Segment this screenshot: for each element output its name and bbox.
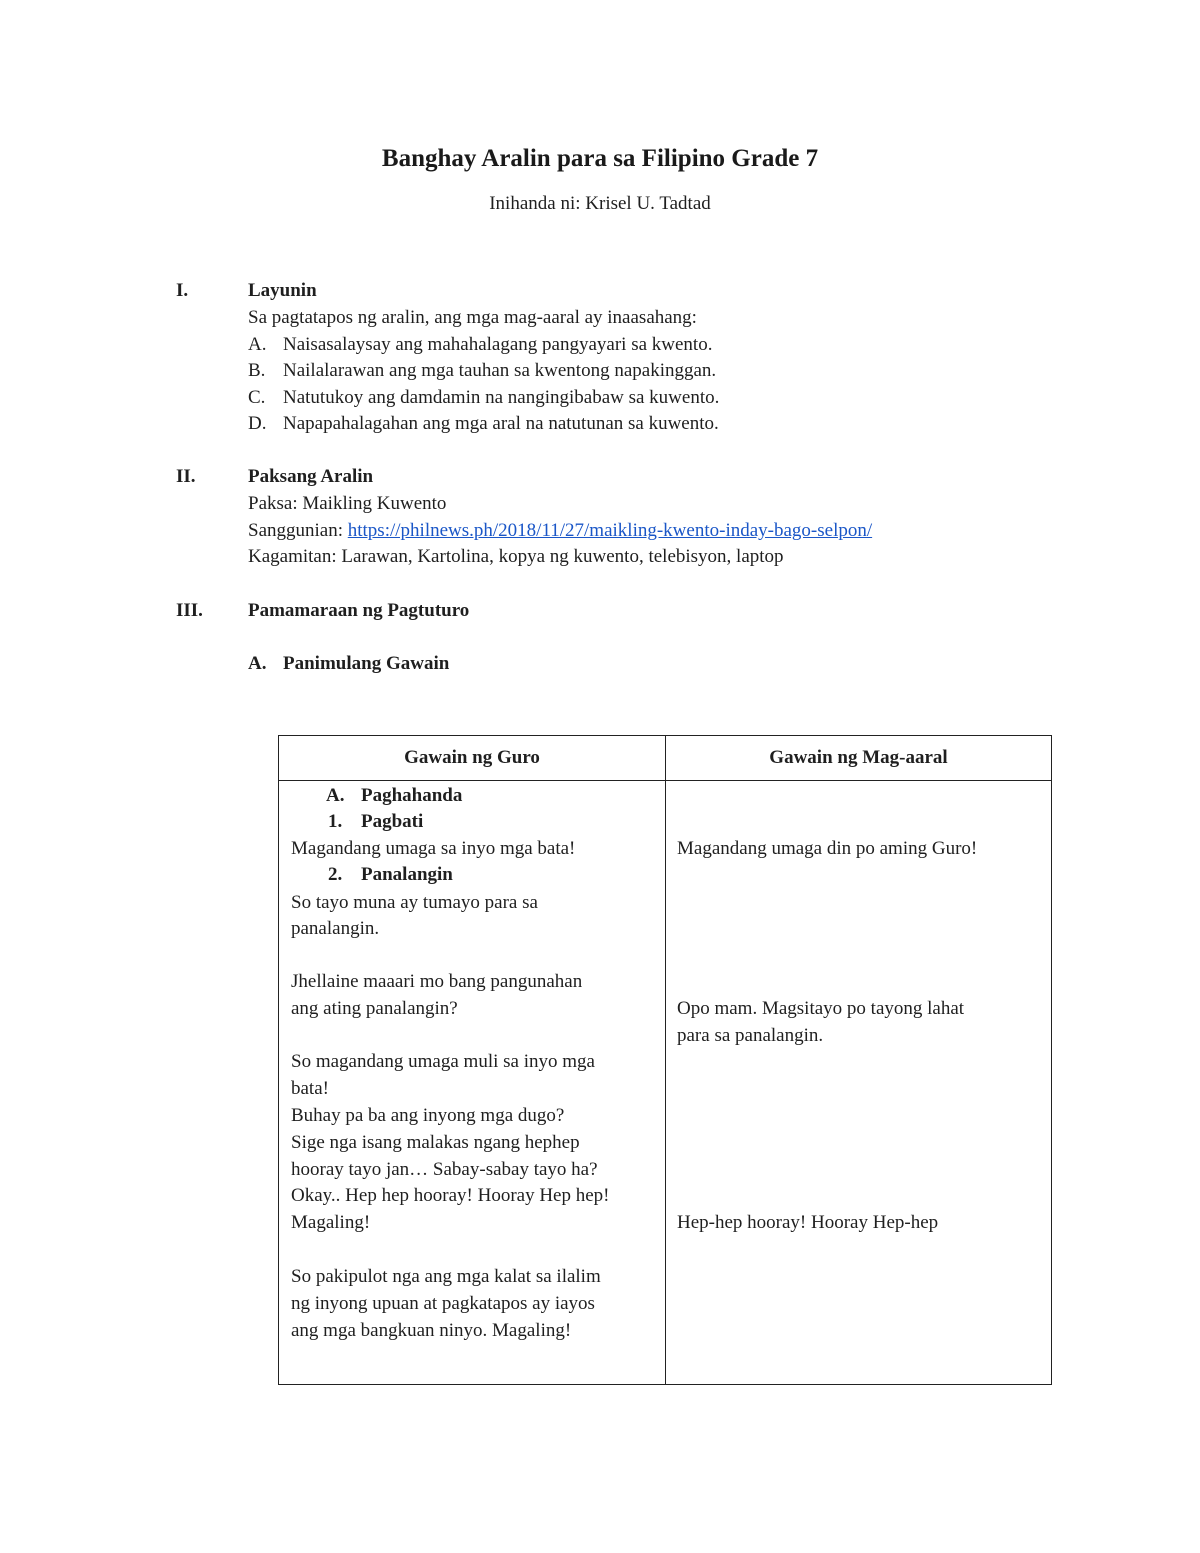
guro-line: Buhay pa ba ang inyong mga dugo?	[291, 1105, 565, 1126]
guro-line: So pakipulot nga ang mga kalat sa ilalim	[291, 1266, 601, 1287]
mag-aaral-line: Hep-hep hooray! Hooray Hep-hep	[677, 1212, 939, 1233]
pagbati-heading: Pagbati	[361, 811, 424, 832]
objective-item: Naisasalaysay ang mahahalagang pangyayari sa kwento.	[283, 334, 713, 355]
guro-line: Magaling!	[291, 1212, 371, 1233]
header-gawain-ng-mag-aaral: Gawain ng Mag-aaral	[666, 736, 1052, 781]
sanggunian-line	[248, 519, 872, 543]
objective-item: Natutukoy ang damdamin na nangingibabaw sa kuwento.	[283, 387, 720, 408]
section-heading-pamamaraan: Pamamaraan ng Pagtuturo	[248, 600, 470, 621]
sanggunian-link[interactable]: https://philnews.ph/2018/11/27/maikling-kwento-inday-bago-selpon/	[347, 520, 873, 541]
guro-line: Jhellaine maaari mo bang pangunahan	[291, 971, 583, 992]
section-numeral-2: II.	[176, 466, 196, 487]
table-row	[279, 781, 1052, 1385]
panalangin-heading: Panalangin	[361, 864, 453, 885]
document-title: Banghay Aralin para sa Filipino Grade 7	[381, 145, 819, 172]
guro-line: So magandang umaga muli sa inyo mga	[291, 1051, 595, 1072]
guro-line: Sige nga isang malakas ngang hephep	[291, 1132, 580, 1153]
mag-aaral-line: Magandang umaga din po aming Guro!	[677, 838, 978, 859]
objective-letter: C.	[248, 387, 266, 408]
paksa-line: Paksa: Maikling Kuwento	[248, 493, 447, 514]
panalangin-number: 2.	[328, 864, 343, 885]
paghahanda-heading: Paghahanda	[361, 785, 463, 806]
guro-line: ang ating panalangin?	[291, 998, 458, 1019]
paghahanda-letter: A.	[326, 785, 345, 806]
objective-item: Napapahalagahan ang mga aral na natutunan sa kuwento.	[283, 413, 719, 434]
objective-letter: A.	[248, 334, 267, 355]
subsection-letter: A.	[248, 653, 267, 674]
guro-line: Okay.. Hep hep hooray! Hooray Hep hep!	[291, 1185, 610, 1206]
guro-line: So tayo muna ay tumayo para sa	[291, 892, 538, 913]
section-numeral-3: III.	[176, 600, 203, 621]
document-author: Inihanda ni: Krisel U. Tadtad	[489, 193, 711, 214]
objective-letter: D.	[248, 413, 267, 434]
guro-line: bata!	[291, 1078, 329, 1099]
section-numeral-1: I.	[176, 280, 189, 301]
kagamitan-line: Kagamitan: Larawan, Kartolina, kopya ng kuwento, telebisyon, laptop	[248, 546, 784, 567]
mag-aaral-cell	[666, 781, 1052, 1385]
subsection-heading: Panimulang Gawain	[283, 653, 450, 674]
objective-item: Nailalarawan ang mga tauhan sa kwentong napakinggan.	[283, 360, 717, 381]
guro-line: ng inyong upuan at pagkatapos ay iayos	[291, 1293, 595, 1314]
guro-cell	[279, 781, 666, 1385]
activities-table	[278, 735, 1052, 1385]
mag-aaral-line: para sa panalangin.	[677, 1025, 824, 1046]
section-heading-paksang-aralin: Paksang Aralin	[248, 466, 374, 487]
objectives-intro: Sa pagtatapos ng aralin, ang mga mag-aaral ay inaasahang:	[248, 307, 697, 328]
sanggunian-label: Sanggunian:	[248, 520, 348, 541]
objective-letter: B.	[248, 360, 266, 381]
section-heading-layunin: Layunin	[248, 280, 317, 301]
guro-line: Magandang umaga sa inyo mga bata!	[291, 838, 576, 859]
guro-line: ang mga bangkuan ninyo. Magaling!	[291, 1320, 572, 1341]
guro-line: panalangin.	[291, 918, 380, 939]
pagbati-number: 1.	[328, 811, 343, 832]
table-header-row	[279, 736, 1052, 781]
guro-line: hooray tayo jan… Sabay-sabay tayo ha?	[291, 1159, 598, 1180]
header-gawain-ng-guro: Gawain ng Guro	[279, 736, 666, 781]
mag-aaral-line: Opo mam. Magsitayo po tayong lahat	[677, 998, 965, 1019]
